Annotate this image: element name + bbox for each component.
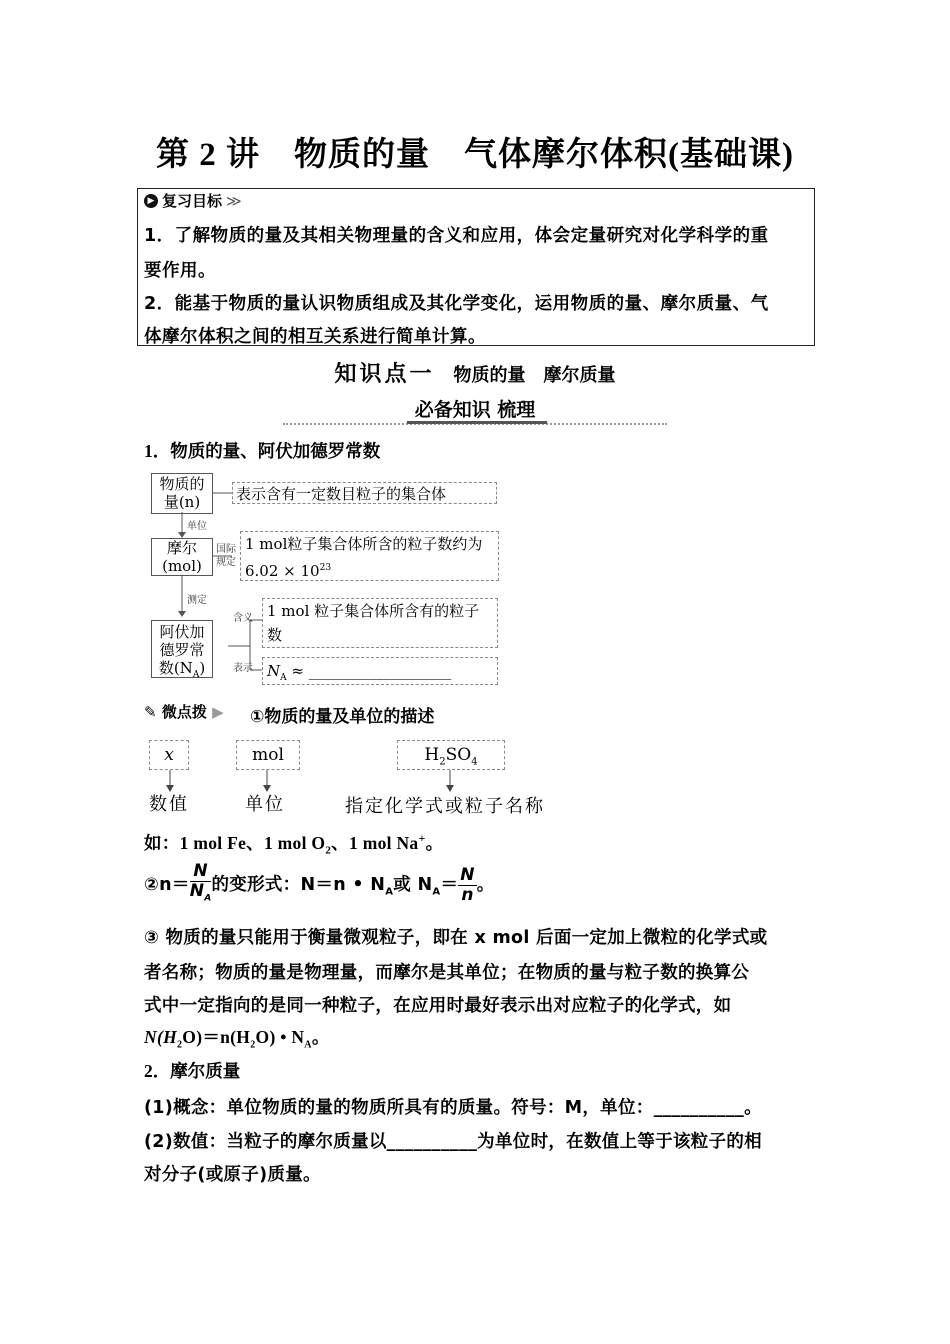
- desc-avogadro-value: $N_A$ ≈ ___________________: [262, 657, 498, 685]
- arrow-circle-icon: ▶: [144, 194, 158, 208]
- desc-mole-definition: 1 mol粒子集合体所含的粒子数约为 $6.02 \times 10^{23}$: [240, 531, 499, 581]
- section2-p2-line1: (2)数值：当粒子的摩尔质量以__________为单位时，在数值上等于该粒子的相: [144, 1132, 762, 1152]
- goal-line-4: 体摩尔体积之间的相互关系进行简单计算。: [144, 327, 486, 347]
- label-representation: 表示: [233, 663, 253, 674]
- review-goals-header: ▶ 复习目标 ≫: [144, 190, 242, 211]
- fraction-n: $\frac{N}{N_A}$: [189, 861, 212, 904]
- tip3-line-3: 式中一定指向的是同一种粒子，在应用时最好表示出对应粒子的化学式，如: [144, 996, 732, 1016]
- tip1-title: ①物质的量及单位的描述: [250, 707, 435, 727]
- divider-accent: [407, 421, 547, 424]
- tip3-line-2: 者名称；物质的量是物理量，而摩尔是其单位；在物质的量与粒子数的换算公: [144, 963, 750, 983]
- tip2-line: ②n＝ $\frac{N}{N_A}$ 的变形式：N＝n • $N_A$或 $N_A=$ $\frac{N}{n}$ 。: [144, 862, 495, 908]
- section2-p1: (1)概念：单位物质的量的物质所具有的质量。符号：M，单位：__________。: [144, 1098, 762, 1118]
- label-intl: 国际 规定: [216, 544, 236, 568]
- desc-collection: 表示含有一定数目粒子的集合体: [232, 482, 497, 504]
- knowledge-point-heading: 知识点一 物质的量 摩尔质量: [334, 362, 616, 387]
- desc-avogadro-meaning: 1 mol 粒子集合体所含有的粒子 数: [262, 598, 498, 648]
- label-measure: 测定: [187, 595, 207, 606]
- unit-demo-value-box: x: [149, 740, 189, 770]
- label-unit: 单位: [187, 521, 207, 532]
- box-avogadro: 阿伏加 德罗常 数$(N_A)$: [151, 620, 213, 678]
- tip3-line-1: ③ 物质的量只能用于衡量微观粒子，即在 x mol 后面一定加上微粒的化学式或: [144, 928, 768, 948]
- goal-line-1: 1．了解物质的量及其相关物理量的含义和应用，体会定量研究对化学科学的重: [144, 226, 769, 246]
- pencil-note-icon: ✎: [144, 703, 157, 721]
- essential-knowledge-heading: 必备知识 梳理: [414, 399, 536, 421]
- section2-p2-line2: 对分子(或原子)质量。: [144, 1165, 321, 1185]
- unit-demo-label-value: 数值: [149, 794, 189, 815]
- unit-demo-label-unit: 单位: [245, 794, 285, 815]
- unit-demo-label-formula: 指定化学式或粒子名称: [345, 796, 545, 817]
- box-amount-of-substance: 物质的 量(n): [151, 473, 213, 514]
- section1-heading: 1．物质的量、阿伏加德罗常数: [144, 441, 381, 461]
- triangle-right-icon: ▶: [212, 703, 224, 721]
- goal-line-3: 2．能基于物质的量认识物质组成及其化学变化，运用物质的量、摩尔质量、气: [144, 294, 769, 314]
- fraction-na: $\frac{N}{n}$: [460, 864, 475, 905]
- tip-label: ✎ 微点拨 ▶: [144, 703, 224, 721]
- section2-heading: 2．摩尔质量: [144, 1061, 241, 1081]
- tip3-line-4: $N(H_2O)=n(H_2O)$ • $N_A$。: [144, 1027, 330, 1051]
- goal-line-2: 要作用。: [144, 261, 216, 281]
- unit-demo-unit-box: mol: [236, 740, 300, 770]
- unit-demo-formula-box: $H_2SO_4$: [397, 740, 505, 770]
- example-line: 如：1 mol Fe、1 mol $O_2$、1 mol Na+。: [144, 831, 444, 857]
- label-meaning: 含义: [233, 613, 253, 624]
- double-chevron-icon: ≫: [226, 191, 242, 210]
- box-mole: 摩尔 (mol): [151, 538, 213, 576]
- page-title: 第 2 讲 物质的量 气体摩尔体积(基础课): [156, 137, 794, 173]
